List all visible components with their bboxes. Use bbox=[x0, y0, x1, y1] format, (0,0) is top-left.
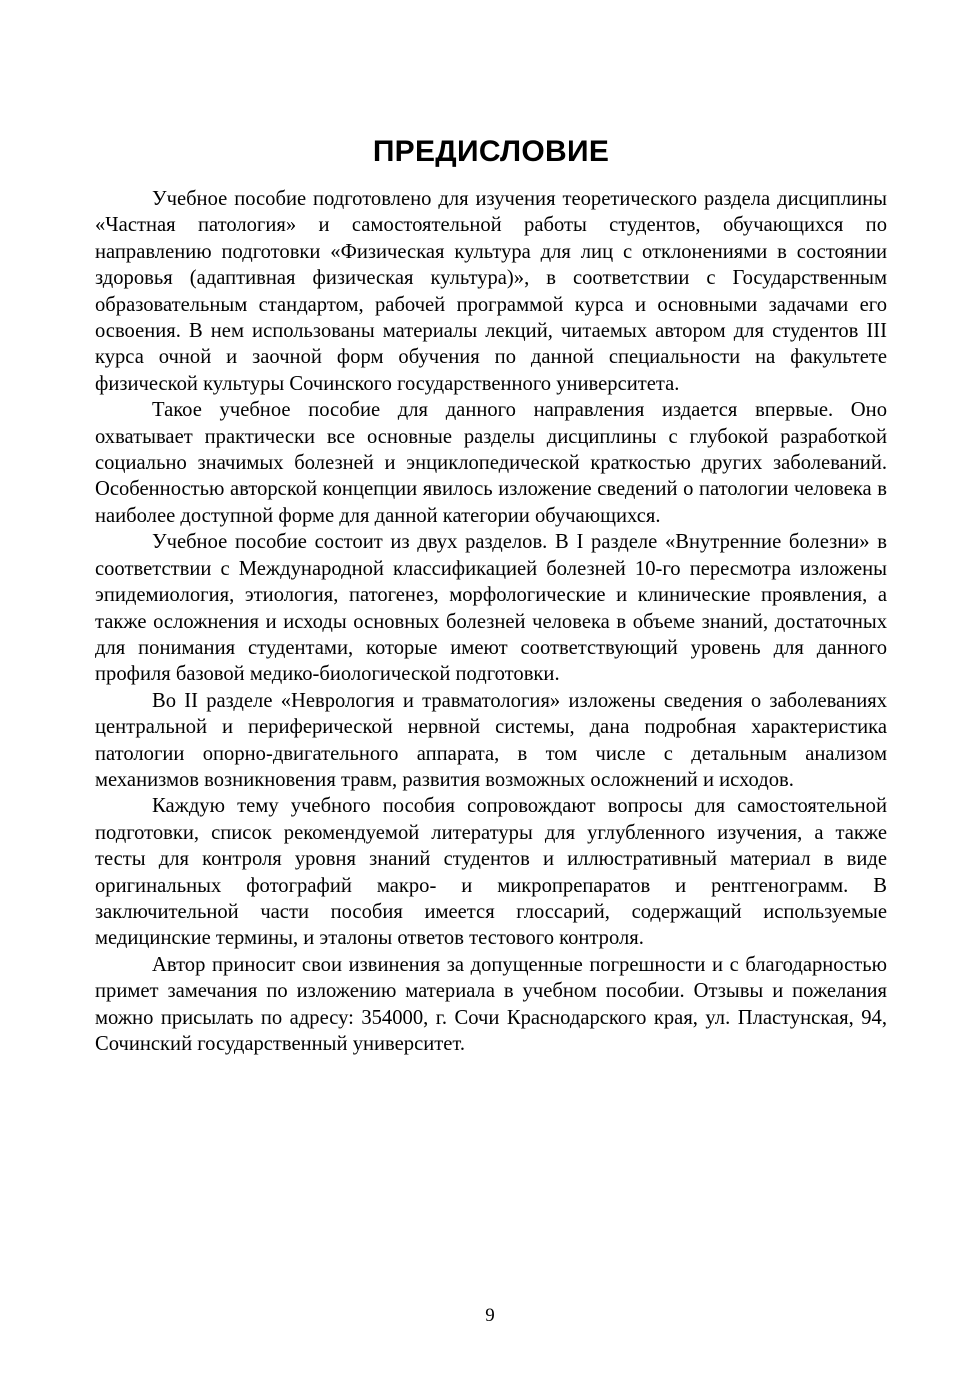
paragraph-contacts: Автор приносит свои извинения за допущенные погрешности и с благодарностью примет замечания по изложению материала в учебном пособии. Отзывы и пожелания можно присылать по адресу: 354000, г. Сочи Краснодарского края, ул. Пластунская, 94, Сочинский государственный университет. bbox=[95, 953, 887, 1055]
paragraph-novelty: Такое учебное пособие для данного направления издается впервые. Оно охватывает практически все основные разделы дисциплины с глубокой разработкой социально значимых болезней и энциклопедической краткостью других заболеваний. Особенностью авторской концепции явилось изложение сведений о патологии человека в наиболее доступной форме для данной категории обучающихся. bbox=[95, 399, 887, 527]
page-title: ПРЕДИСЛОВИЕ bbox=[372, 135, 610, 168]
paragraph-purpose: Учебное пособие подготовлено для изучения теоретического раздела дисциплины «Частная патология» и самостоятельной работы студентов, обучающихся по направлению подготовки «Физическая культура для лиц с отклонениями в состоянии здоровья (адаптивная физическая культура)», в соответствии с Государственным образовательным стандартом, рабочей программой курса и основными задачами его освоения. В нем использованы материалы лекций, читаемых автором для студентов III курса очной и заочной форм обучения по данной специальности на факультете физической культуры Сочинского государственного университета. bbox=[95, 188, 887, 395]
page-number: 9 bbox=[485, 1305, 495, 1326]
paragraph-section-one: Учебное пособие состоит из двух разделов. В I разделе «Внутренние болезни» в соответствии с Международной классификацией болезней 10-го пересмотра изложены эпидемиология, этиология, патогенез, морфологические и клинические проявления, а также осложнения и исходы основных болезней человека в объеме знаний, достаточных для понимания студентами, которые имеют соответствующий уровень для данного профиля базовой медико-биологической подготовки. bbox=[95, 531, 887, 686]
paragraph-section-two: Во II разделе «Неврология и травматология» изложены сведения о заболеваниях центральной и периферической нервной системы, дана подробная характеристика патологии опорно-двигательного аппарата, в том числе с детальным анализом механизмов возникновения травм, развития возможных осложнений и исходов. bbox=[95, 689, 887, 791]
paragraph-materials: Каждую тему учебного пособия сопровождают вопросы для самостоятельной подготовки, список рекомендуемой литературы для углубленного изучения, а также тесты для контроля уровня знаний студентов и иллюстративный материал в виде оригинальных фотографий макро- и микропрепаратов и рентгенограмм. В заключительной части пособия имеется глоссарий, содержащий используемые медицинские термины, и эталоны ответов тестового контроля. bbox=[95, 795, 887, 950]
document-page bbox=[95, 0, 887, 1057]
